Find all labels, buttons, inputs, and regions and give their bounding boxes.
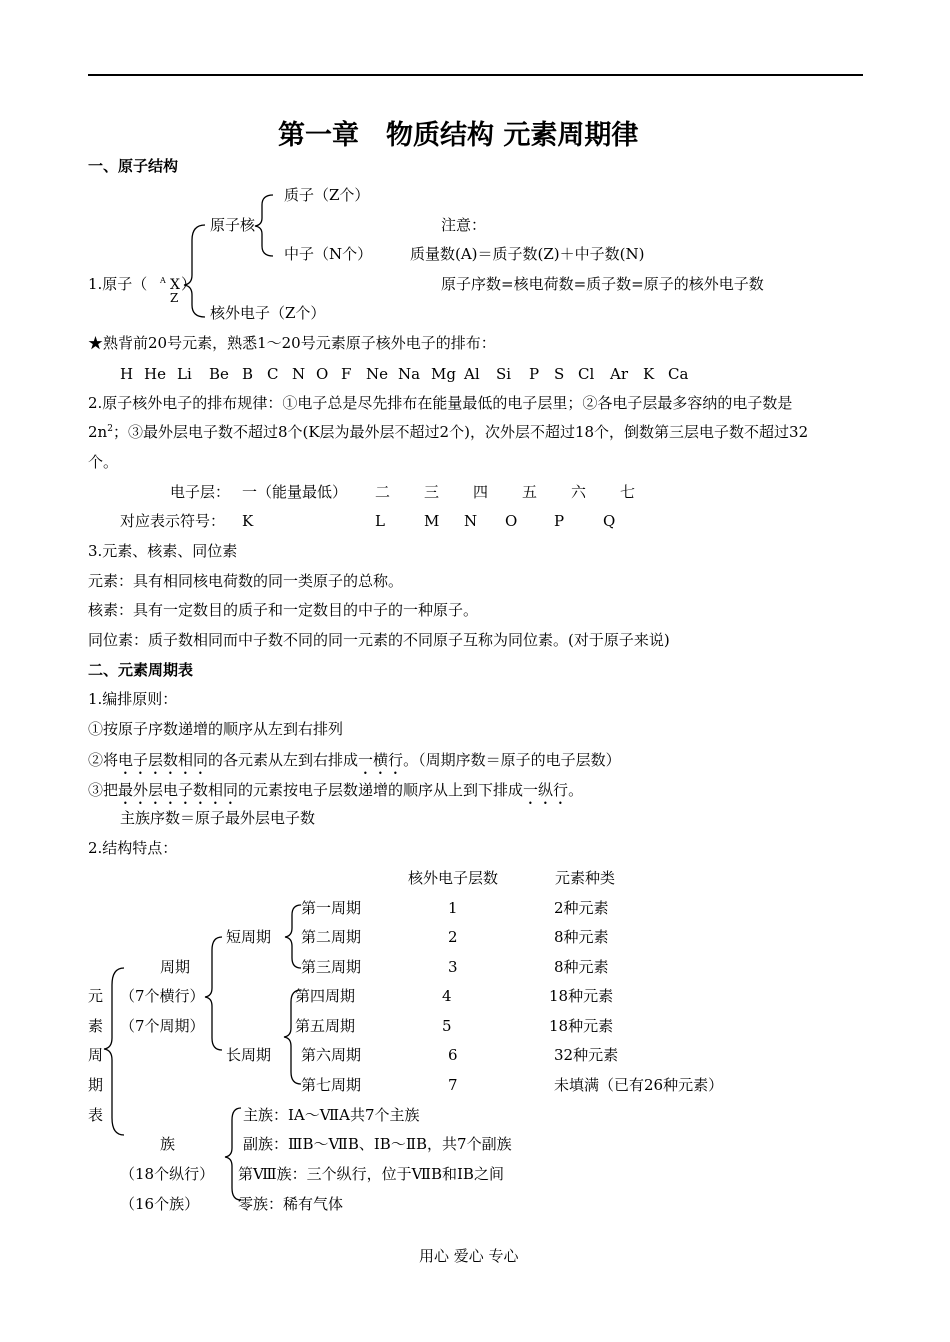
element-symbol: K [643,365,655,383]
element-symbol: Cl [578,365,595,383]
period-shells: 7 [448,1076,458,1094]
period-shells: 3 [448,958,458,976]
page-title: 第一章 物质结构 元素周期律 [278,120,639,151]
principle-2-start: ②将 [88,751,119,769]
column-header-shells: 核外电子层数 [408,869,499,887]
table-label-char: 周 [88,1046,104,1064]
element-symbol: O [316,365,329,383]
principle-3-emphasis: 最外层电子数相同 [118,781,239,799]
period-name: 第五周期 [295,1017,356,1035]
element-symbol: Mg [431,365,456,383]
electron-rule-superscript: 2 [107,424,113,434]
element-symbol: B [242,365,254,383]
principle-1: ①按原子序数递增的顺序从左到右排列 [88,720,344,738]
period-kinds: 8种元素 [554,928,609,946]
principle-2-emphasis: 电子层数相同 [118,751,209,769]
group-eighth: 第Ⅷ族：三个纵行，位于ⅦB和ⅠB之间 [238,1165,504,1183]
element-symbol: He [144,365,166,383]
group-label: 族 [160,1135,176,1153]
electron-rule-rest: ；③最外层电子数不超过8个(K层为最外层不超过2个)，次外层不超过18个，倒数第三层电子数不超过32 [112,423,809,441]
shell-symbol: O [505,512,518,530]
period-kinds: 8种元素 [554,958,609,976]
element-symbol: H [120,365,134,383]
shell-name: 二 [375,483,391,501]
atom-symbol: X [170,277,180,293]
group-sub: 副族：ⅢB～ⅦB、ⅠB～ⅡB，共7个副族 [243,1135,512,1153]
structure-heading: 2.结构特点： [88,839,178,857]
element-symbol: Be [209,365,229,383]
shell-name: 四 [473,483,489,501]
electron-rule-2n: 2n [88,423,108,441]
period-kinds: 18种元素 [549,1017,614,1035]
shell-symbol: M [424,512,440,530]
period-label: 周期 [160,958,191,976]
proton-label: 质子（Z个） [284,186,370,204]
shell-symbol: K [242,512,254,530]
principle-3-end: 。 [568,781,584,799]
mass-number-equation: 质量数(A)＝质子数(Z)＋中子数(N) [410,245,645,263]
shell-name: 一（能量最低） [242,483,348,501]
principle-heading: 1.编排原则： [88,690,178,708]
section-heading-atom-structure: 一、原子结构 [88,157,179,175]
shell-symbol: Q [603,512,616,530]
period-shells: 4 [442,987,452,1005]
note-label: 注意： [441,216,487,234]
period-kinds: 18种元素 [549,987,614,1005]
element-symbol: S [554,365,565,383]
shell-name: 五 [522,483,538,501]
atomic-number-equation: 原子序数=核电荷数=质子数=原子的核外电子数 [441,275,764,293]
shell-symbol: N [464,512,478,530]
group-note-groups: （16个族） [120,1195,200,1213]
table-label-char: 素 [88,1017,104,1035]
element-symbol: N [292,365,306,383]
shell-symbol: P [554,512,565,530]
element-symbol: P [529,365,540,383]
period-name: 第一周期 [301,899,362,917]
period-kinds: 32种元素 [554,1046,619,1064]
main-group-equation: 主族序数＝原子最外层电子数 [120,809,316,827]
period-shells: 6 [448,1046,458,1064]
element-symbol: Ca [668,365,689,383]
shell-symbol-label: 对应表示符号： [120,512,226,530]
principle-2-end: 。（周期序数＝原子的电子层数） [403,751,621,769]
atom-mass-superscript: A [160,276,166,285]
principle-2-middle: 的各元素从左到右排成 [208,751,359,769]
shell-label: 电子层： [170,483,231,501]
period-kinds: 未填满（已有26种元素） [554,1076,724,1094]
element-symbol: Ne [366,365,389,383]
item3-heading: 3.元素、核素、同位素 [88,542,238,560]
period-name: 第三周期 [301,958,362,976]
principle-2-emphasis2: 一横行 [358,751,404,769]
atom-close-paren: ） [181,275,197,293]
column-header-kinds: 元素种类 [555,869,616,887]
shell-name: 三 [424,483,440,501]
memorize-note: ★熟背前20号元素，熟悉1～20号元素原子核外电子的排布： [88,334,496,352]
period-name: 第七周期 [301,1076,362,1094]
group-main: 主族：ⅠA～ⅦA共7个主族 [243,1106,420,1124]
element-symbol: Si [496,365,512,383]
element-definition: 元素：具有相同核电荷数的同一类原子的总称。 [88,572,404,590]
atom-number-subscript: Z [170,291,179,305]
element-symbol: Li [177,365,192,383]
period-shells: 2 [448,928,458,946]
element-symbol: C [267,365,279,383]
period-note-rows: （7个横行） [120,987,205,1005]
electron-rule-line1: 2.原子核外电子的排布规律：①电子总是尽先排布在能量最低的电子层里；②各电子层最多容纳的电子数是 [88,394,793,412]
nuclide-definition: 核素：具有一定数目的质子和一定数目的中子的一种原子。 [88,601,479,619]
group-note-columns: （18个纵行） [120,1165,215,1183]
isotope-definition: 同位素：质子数相同而中子数不同的同一元素的不同原子互称为同位素。(对于原子来说) [88,631,670,649]
table-label-char: 期 [88,1076,104,1094]
group-zero: 零族：稀有气体 [238,1195,344,1213]
outer-electrons-label: 核外电子（Z个） [210,304,326,322]
neutron-label: 中子（N个） [284,245,373,263]
page-footer: 用心 爱心 专心 [419,1247,519,1265]
shell-name: 六 [571,483,587,501]
electron-rule-line3: 个。 [88,453,119,471]
period-shells: 1 [448,899,458,917]
period-shells: 5 [442,1017,452,1035]
long-period-label: 长周期 [226,1046,272,1064]
period-note-periods: （7个周期） [120,1017,205,1035]
element-symbol: F [341,365,352,383]
table-label-char: 元 [88,987,104,1005]
shell-name: 七 [620,483,636,501]
nucleus-label: 原子核 [210,216,256,234]
period-name: 第四周期 [295,987,356,1005]
element-symbol: Na [398,365,421,383]
table-label-char: 表 [88,1106,104,1124]
principle-3-emphasis2: 一纵行 [523,781,569,799]
shell-symbol: L [375,512,385,530]
element-symbol: Ar [610,365,629,383]
principle-3-middle: 的元素按电子层数递增的顺序从上到下排成 [238,781,524,799]
period-name: 第六周期 [301,1046,362,1064]
element-symbol: Al [464,365,480,383]
period-name: 第二周期 [301,928,362,946]
period-kinds: 2种元素 [554,899,609,917]
section-heading-periodic-table: 二、元素周期表 [88,661,194,679]
atom-label: 1.原子（ [88,275,148,293]
short-period-label: 短周期 [226,928,272,946]
principle-3-start: ③把 [88,781,119,799]
